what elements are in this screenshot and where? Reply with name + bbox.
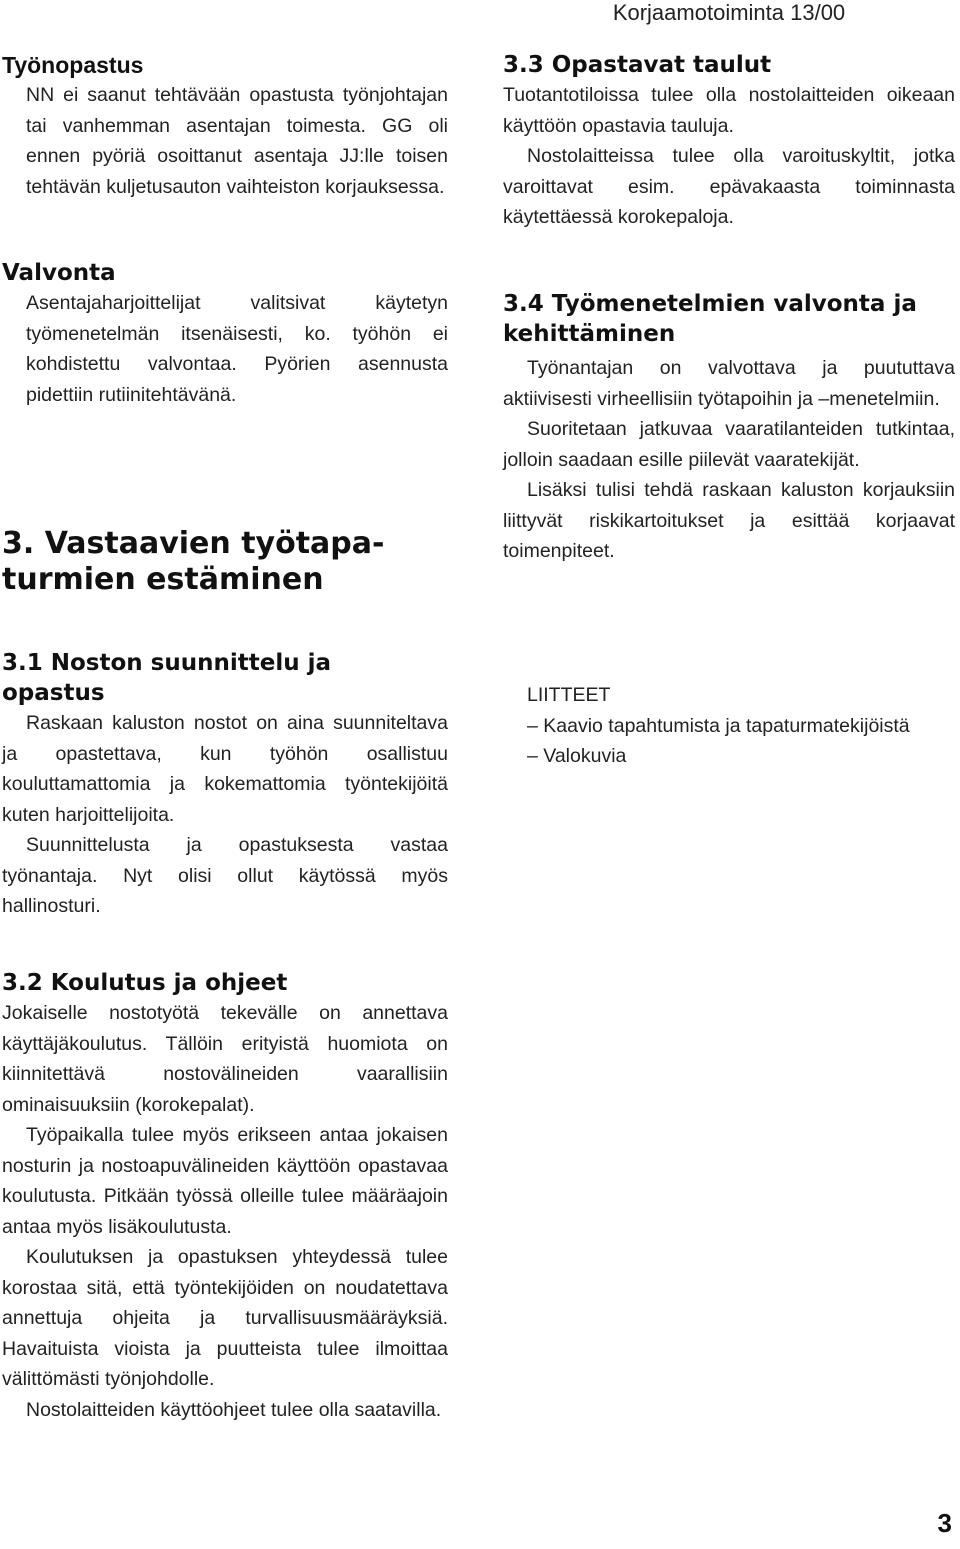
heading-tyonopastus: Työnopastus: [2, 52, 144, 78]
section-3-3: [503, 50, 955, 233]
page-number: 3: [937, 1508, 952, 1538]
text-3-2-p4: Nostolaitteiden käyttöohjeet tulee olla saatavilla.: [26, 1398, 442, 1421]
heading-valvonta: Valvonta: [2, 260, 116, 286]
text-valvonta: Asentajaharjoittelijat valitsivat käytetyn työmenetelmän itsenäisesti, ko. työhön ei kohdistettu valvontaa. Pyörien asennusta pidettiin rutiinitehtävänä.: [26, 292, 448, 406]
heading-3-4-line1: 3.4 Työmenetelmien valvonta ja: [503, 291, 917, 317]
section-3-heading: [2, 526, 448, 598]
heading-3-1-line2: opastus: [2, 680, 105, 706]
section-3-1: [2, 648, 448, 922]
text-3-3-p2: Nostolaitteissa tulee olla varoituskyltit, jotka varoittavat esim. epävakaasta toiminnasta käytettäessä korokepaloja.: [503, 145, 955, 228]
text-3-4-p3: Lisäksi tulisi tehdä raskaan kaluston korjauksiin liittyvät riskikartoitukset ja esittää korjaavat toimenpiteet.: [503, 479, 955, 562]
heading-3-1-line1: 3.1 Noston suunnittelu ja: [2, 650, 331, 676]
heading-section-3-line1: 3. Vastaavien työtapa-: [2, 526, 385, 561]
heading-section-3-line2: turmien estäminen: [2, 562, 324, 597]
section-liitteet: [503, 680, 955, 772]
text-3-4-p1: Työnantajan on valvottava ja puututtava aktiivisesti virheellisiin työtapoihin ja –menetelmiin.: [503, 357, 955, 410]
liitteet-item: – Valokuvia: [527, 745, 627, 767]
text-3-4-p2: Suoritetaan jatkuvaa vaaratilanteiden tutkintaa, jolloin saadaan esille piilevät vaaratekijät.: [503, 418, 955, 471]
heading-3-2: 3.2 Koulutus ja ohjeet: [2, 970, 288, 996]
section-3-4: [503, 289, 955, 567]
heading-liitteet: LIITTEET: [527, 684, 611, 706]
text-3-3-p1: Tuotantotiloissa tulee olla nostolaitteiden oikeaan käyttöön opastavia tauluja.: [503, 84, 955, 137]
section-tyonopastus: [2, 50, 448, 202]
text-3-2-p2: Työpaikalla tulee myös erikseen antaa jokaisen nosturin ja nostoapuvälineiden käyttöön opastavaa koulutusta. Pitkään työssä olleille tulee määräajoin antaa myös lisäkoulutusta.: [2, 1124, 448, 1238]
text-tyonopastus: NN ei saanut tehtävään opastusta työnjohtajan tai vanhemman asentajan toimesta. GG oli ennen pyöriä osoittanut asentaja JJ:lle toisen tehtävän kuljetusauton vaihteiston korjauksessa.: [26, 84, 448, 198]
text-3-2-p1: Jokaiselle nostotyötä tekevälle on annettava käyttäjäkoulutus. Tällöin erityistä huomiota on kiinnitettävä nostovälineiden vaarallisiin ominaisuuksiin (korokepalat).: [2, 1002, 448, 1116]
page-header: Korjaamotoiminta 13/00: [612, 0, 846, 25]
text-3-1-p1: Raskaan kaluston nostot on aina suunniteltava ja opastettava, kun työhön osallistuu kouluttamattomia ja kokemattomia työntekijöitä kuten harjoittelijoita.: [2, 712, 448, 826]
liitteet-item: – Kaavio tapahtumista ja tapaturmatekijöistä: [527, 714, 910, 737]
heading-3-3: 3.3 Opastavat taulut: [503, 52, 772, 78]
heading-3-4-line2: kehittäminen: [503, 321, 676, 347]
text-3-1-p2: Suunnittelusta ja opastuksesta vastaa työnantaja. Nyt olisi ollut käytössä myös hallinosturi.: [2, 834, 448, 917]
section-valvonta: [2, 258, 448, 410]
section-3-2: [2, 968, 448, 1425]
text-3-2-p3: Koulutuksen ja opastuksen yhteydessä tulee korostaa sitä, että työntekijöiden on noudatettava annettuja ohjeita ja turvallisuusmääräyksiä. Havaituista vioista ja puutteista tulee ilmoittaa välittömästi työnjohdolle.: [2, 1246, 448, 1390]
